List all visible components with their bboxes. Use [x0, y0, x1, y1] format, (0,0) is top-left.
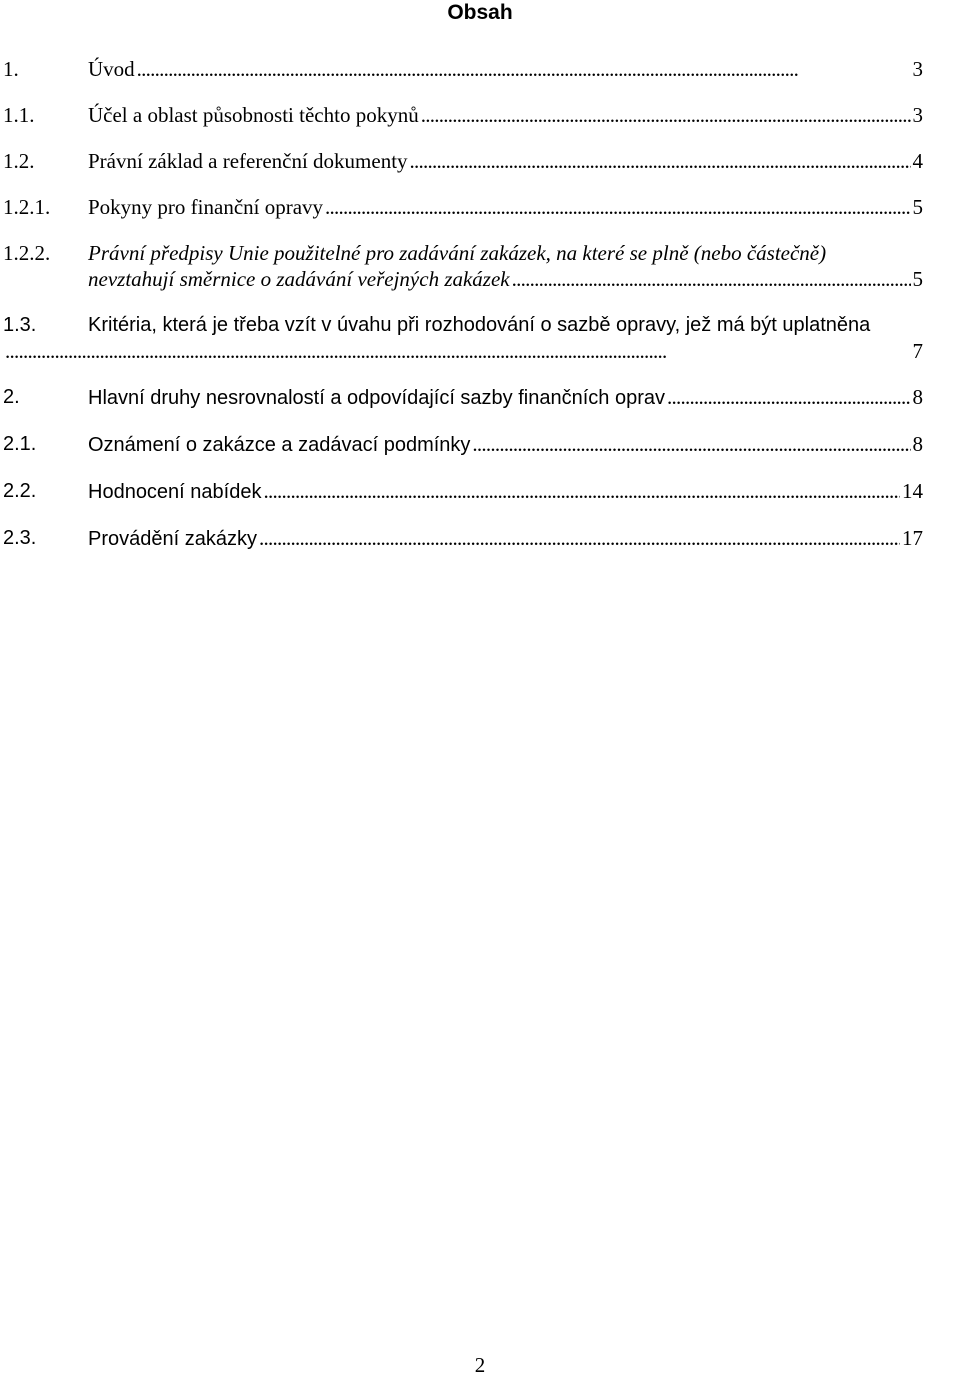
toc-dot-leader [5, 338, 911, 364]
toc-dot-leader [410, 148, 911, 174]
toc-entry-title: Hodnocení nabídek [88, 481, 262, 503]
toc-entry[interactable] [3, 194, 923, 220]
toc-entry[interactable] [3, 240, 923, 292]
toc-entry-number: 2.2. [3, 480, 37, 502]
toc-entry-title: Pokyny pro finanční opravy [88, 195, 324, 219]
toc-entry-page: 5 [912, 267, 923, 291]
toc-entry-number: 1.2. [3, 149, 35, 173]
page-number: 2 [474, 1353, 486, 1377]
page-title: Obsah [447, 1, 513, 24]
toc-dot-leader [421, 102, 911, 128]
toc-entry-number: 2.1. [3, 433, 37, 455]
toc-dot-leader [472, 431, 910, 457]
toc-entry-title: Provádění zakázky [88, 528, 257, 550]
toc-entry[interactable] [3, 312, 923, 364]
toc-entry-number: 1.1. [3, 103, 35, 127]
toc-entry-page: 3 [912, 103, 923, 127]
toc-entry-number: 2.3. [3, 527, 37, 549]
toc-entry[interactable] [3, 148, 923, 174]
toc-entry-number: 2. [3, 386, 20, 408]
toc-entry-page: 4 [912, 149, 923, 173]
toc-dot-leader [259, 525, 900, 551]
toc-entry[interactable] [3, 384, 923, 411]
toc-dot-leader [263, 478, 900, 504]
toc-entry-number: 1.2.2. [3, 241, 51, 265]
toc-entry-page: 3 [912, 57, 923, 81]
toc-entry-number: 1.2.1. [3, 195, 51, 219]
toc-entry-page: 17 [902, 526, 923, 550]
toc-entry-number: 1.3. [3, 314, 37, 336]
toc-entry-title-line1: Právní předpisy Unie použitelné pro zadávání zakázek, na které se plně (nebo částečně) [88, 241, 827, 265]
toc-dot-leader [325, 194, 910, 220]
toc-entry-title: Hlavní druhy nesrovnalostí a odpovídající sazby finančních oprav [88, 387, 665, 409]
toc-entry-page: 14 [902, 479, 923, 503]
toc-entry[interactable] [3, 478, 923, 505]
toc-entry[interactable] [3, 56, 923, 82]
toc-entry-title: Úvod [88, 57, 135, 81]
toc-entry[interactable] [3, 525, 923, 552]
toc-entry[interactable] [3, 431, 923, 458]
toc-entry[interactable] [3, 102, 923, 128]
toc-entry-title: Oznámení o zakázce a zadávací podmínky [88, 434, 471, 456]
toc-entry-number: 1. [3, 57, 19, 81]
table-of-contents [3, 56, 923, 572]
toc-entry-page: 5 [912, 195, 923, 219]
toc-dot-leader [667, 384, 911, 410]
toc-entry-title: Účel a oblast působnosti těchto pokynů [88, 103, 419, 127]
toc-entry-title-line2: nevztahují směrnice o zadávání veřejných zakázek [88, 267, 510, 291]
toc-dot-leader [512, 266, 911, 292]
toc-entry-title: Právní základ a referenční dokumenty [88, 149, 408, 173]
toc-entry-title-line1: Kritéria, která je třeba vzít v úvahu při rozhodování o sazbě opravy, jež má být uplatněna [88, 314, 871, 336]
toc-entry-page: 7 [912, 339, 923, 363]
toc-entry-page: 8 [912, 432, 923, 456]
toc-entry-page: 8 [912, 385, 923, 409]
toc-dot-leader [137, 56, 911, 82]
